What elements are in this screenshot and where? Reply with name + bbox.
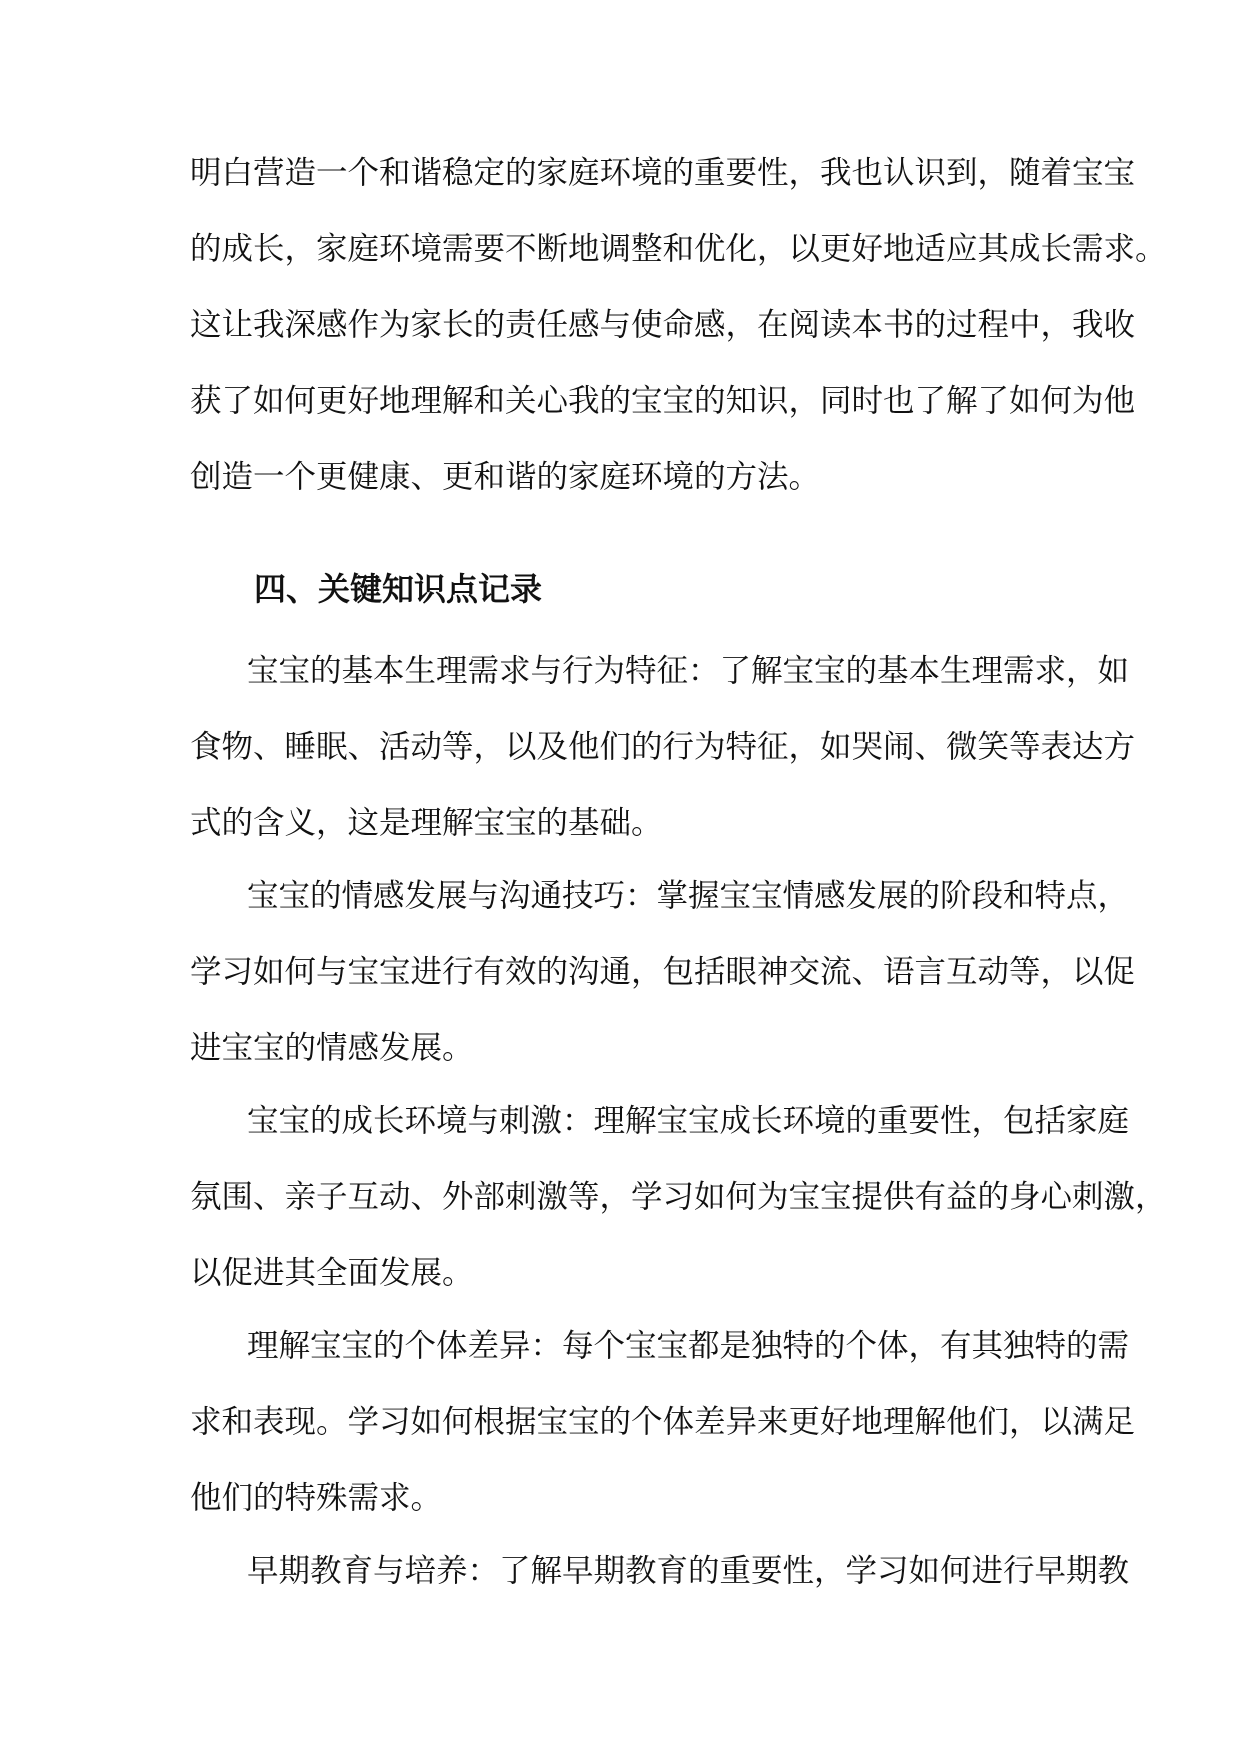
paragraph-physiological-needs (190, 633, 1136, 861)
paragraph-line: 宝宝的成长环境与刺激：理解宝宝成长环境的重要性，包括家庭 (247, 1103, 1130, 1139)
paragraph-line: 食物、睡眠、活动等，以及他们的行为特征，如哭闹、微笑等表达方 (190, 729, 1136, 765)
section-heading: 四、关键知识点记录 (254, 570, 543, 608)
paragraph-emotional-development (190, 858, 1136, 1086)
paragraph-line: 以促进其全面发展。 (190, 1255, 474, 1291)
paragraph-line: 宝宝的情感发展与沟通技巧：掌握宝宝情感发展的阶段和特点， (247, 878, 1130, 914)
paragraph-line: 创造一个更健康、更和谐的家庭环境的方法。 (190, 459, 821, 495)
paragraph-line: 他们的特殊需求。 (190, 1480, 443, 1516)
paragraph-growth-environment (190, 1083, 1167, 1311)
paragraph-line: 进宝宝的情感发展。 (190, 1030, 474, 1066)
paragraph-line: 宝宝的基本生理需求与行为特征：了解宝宝的基本生理需求，如 (247, 653, 1130, 689)
paragraph-line: 这让我深感作为家长的责任感与使命感，在阅读本书的过程中，我收 (190, 307, 1136, 343)
paragraph-line: 氛围、亲子互动、外部刺激等，学习如何为宝宝提供有益的身心刺激， (190, 1179, 1167, 1215)
paragraph-line: 明白营造一个和谐稳定的家庭环境的重要性，我也认识到，随着宝宝 (190, 155, 1136, 191)
paragraph-line: 的成长，家庭环境需要不断地调整和优化，以更好地适应其成长需求。 (190, 231, 1167, 267)
paragraph-line: 式的含义，这是理解宝宝的基础。 (190, 805, 663, 841)
paragraph-line: 理解宝宝的个体差异：每个宝宝都是独特的个体，有其独特的需 (247, 1328, 1130, 1364)
paragraph-line: 学习如何与宝宝进行有效的沟通，包括眼神交流、语言互动等，以促 (190, 954, 1136, 990)
paragraph-line: 早期教育与培养：了解早期教育的重要性，学习如何进行早期教 (247, 1553, 1130, 1589)
paragraph-line: 获了如何更好地理解和关心我的宝宝的知识，同时也了解了如何为他 (190, 383, 1136, 419)
paragraph-individual-differences (190, 1308, 1136, 1536)
paragraph-line: 求和表现。学习如何根据宝宝的个体差异来更好地理解他们，以满足 (190, 1404, 1136, 1440)
paragraph-early-education (190, 1533, 1130, 1609)
intro-paragraph (190, 135, 1167, 515)
